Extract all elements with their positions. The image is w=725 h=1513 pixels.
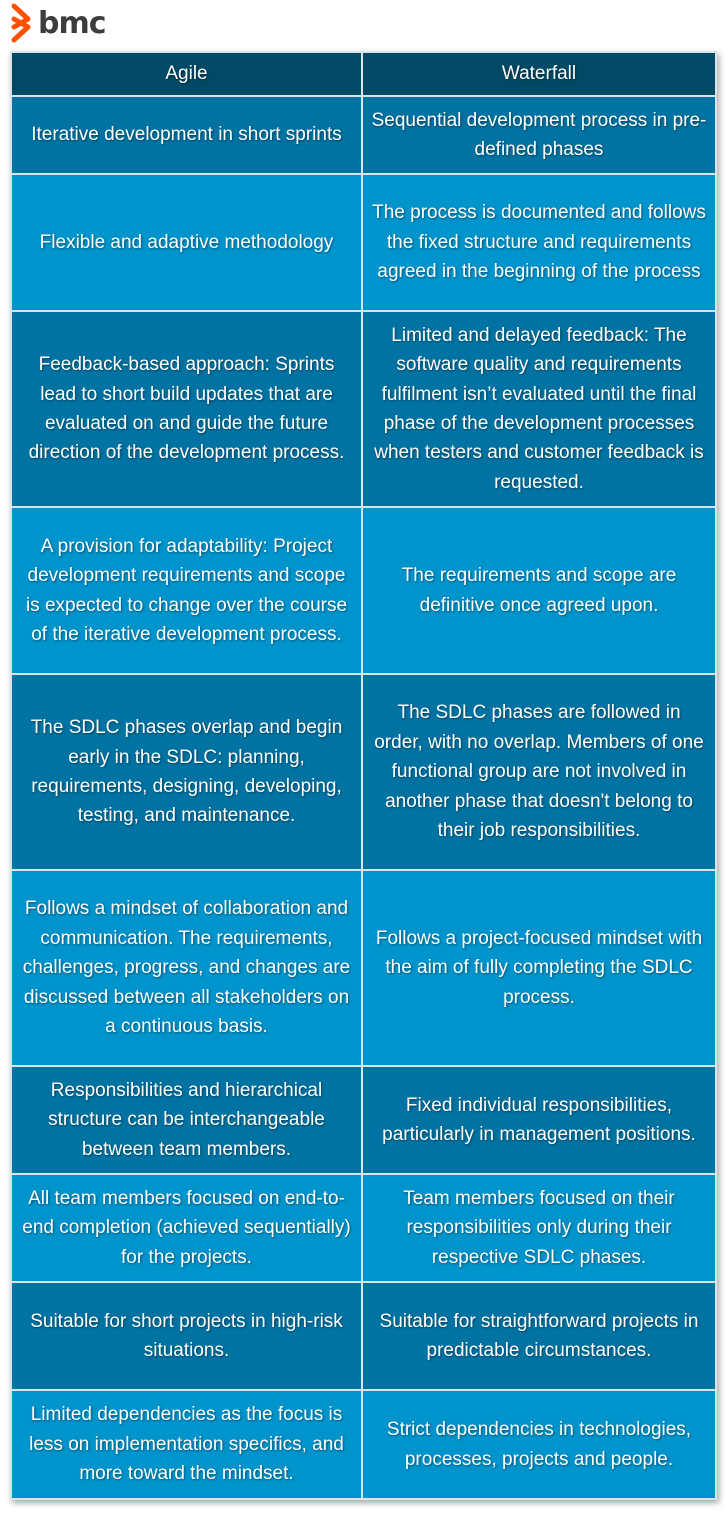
cell-agile: The SDLC phases overlap and begin early in the SDLC: planning, requirements, designing, developing, testing, and maintenance. [11,674,362,870]
cell-agile: Suitable for short projects in high-risk situations. [11,1282,362,1390]
table-row [11,870,716,1066]
comparison-table [10,51,717,1500]
table-row [11,674,716,870]
table-row [11,507,716,674]
bmc-logo-icon [8,3,34,43]
table-row [11,1282,716,1390]
table-row [11,1066,716,1174]
table-row [11,96,716,174]
cell-agile: Follows a mindset of collaboration and communication. The requirements, challenges, progress, and changes are discussed between all stakeholders on a continuous basis. [11,870,362,1066]
table-row [11,174,716,311]
cell-waterfall: The requirements and scope are definitive once agreed upon. [362,507,716,674]
cell-waterfall: Sequential development process in pre-defined phases [362,96,716,174]
cell-agile: Limited dependencies as the focus is less on implementation specifics, and more toward the mindset. [11,1390,362,1499]
logo-text: bmc [38,5,106,41]
cell-agile: Iterative development in short sprints [11,96,362,174]
cell-waterfall: Suitable for straightforward projects in predictable circumstances. [362,1282,716,1390]
header-agile: Agile [11,52,362,96]
header-row [11,52,716,96]
table-row [11,1174,716,1282]
cell-waterfall: Fixed individual responsibilities, particularly in management positions. [362,1066,716,1174]
cell-agile: Feedback-based approach: Sprints lead to short build updates that are evaluated on and guide the future direction of the development process. [11,311,362,507]
cell-agile: A provision for adaptability: Project development requirements and scope is expected to change over the course of the iterative development process. [11,507,362,674]
cell-waterfall: Follows a project-focused mindset with the aim of fully completing the SDLC process. [362,870,716,1066]
cell-waterfall: Strict dependencies in technologies, processes, projects and people. [362,1390,716,1499]
cell-waterfall: The SDLC phases are followed in order, with no overlap. Members of one functional group are not involved in another phase that doesn't belong to their job responsibilities. [362,674,716,870]
table-row [11,311,716,507]
table-row [11,1390,716,1499]
cell-waterfall: Team members focused on their responsibilities only during their respective SDLC phases. [362,1174,716,1282]
cell-waterfall: The process is documented and follows the fixed structure and requirements agreed in the beginning of the process [362,174,716,311]
cell-agile: Flexible and adaptive methodology [11,174,362,311]
header-waterfall: Waterfall [362,52,716,96]
cell-waterfall: Limited and delayed feedback: The software quality and requirements fulfilment isn’t evaluated until the final phase of the development processes when testers and customer feedback is requested. [362,311,716,507]
bmc-logo [8,2,106,44]
cell-agile: Responsibilities and hierarchical structure can be interchangeable between team members. [11,1066,362,1174]
cell-agile: All team members focused on end-to-end completion (achieved sequentially) for the projects. [11,1174,362,1282]
